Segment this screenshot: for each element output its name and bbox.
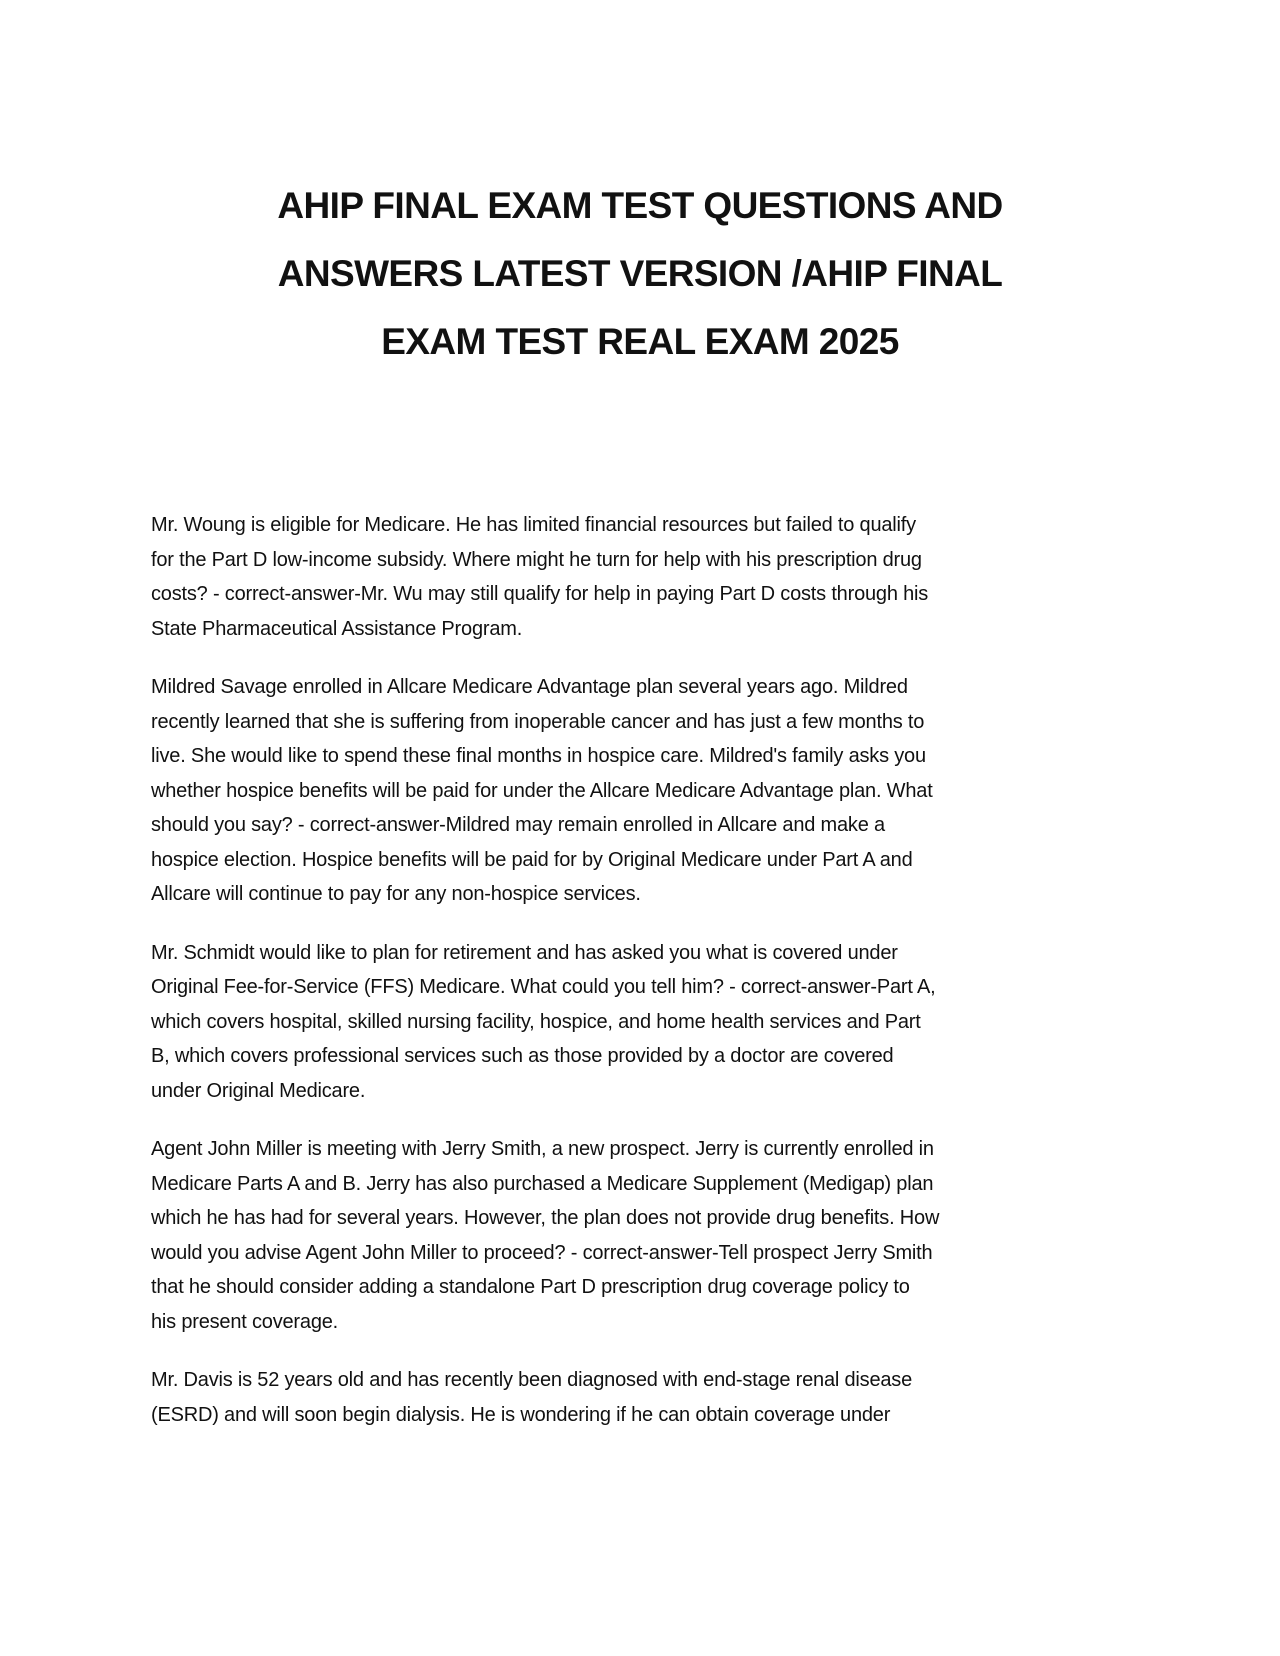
document-body xyxy=(151,508,1091,1456)
title-line: EXAM TEST REAL EXAM 2025 xyxy=(381,321,899,362)
text-line: would you advise Agent John Miller to proceed? - correct-answer-Tell prospect Jerry Smith xyxy=(151,1241,933,1264)
text-line: Allcare will continue to pay for any non-hospice services. xyxy=(151,883,641,905)
text-line: Agent John Miller is meeting with Jerry Smith, a new prospect. Jerry is currently enrolled in xyxy=(151,1138,934,1160)
text-line: that he should consider adding a standalone Part D prescription drug coverage policy to xyxy=(151,1276,910,1298)
title-line: AHIP FINAL EXAM TEST QUESTIONS AND xyxy=(277,185,1003,226)
qa-paragraph xyxy=(151,670,1091,912)
text-line: should you say? - correct-answer-Mildred may remain enrolled in Allcare and make a xyxy=(151,814,885,836)
qa-paragraph xyxy=(151,1132,1091,1339)
text-line: Mr. Davis is 52 years old and has recently been diagnosed with end-stage renal disease xyxy=(151,1369,913,1391)
title-line: ANSWERS LATEST VERSION /AHIP FINAL xyxy=(277,253,1003,294)
text-line: recently learned that she is suffering from inoperable cancer and has just a few months to xyxy=(151,710,925,733)
text-line: Original Fee-for-Service (FFS) Medicare. What could you tell him? - correct-answer-Part A, xyxy=(151,976,936,998)
text-line: for the Part D low-income subsidy. Where might he turn for help with his prescription drug xyxy=(151,548,922,571)
text-line: (ESRD) and will soon begin dialysis. He is wondering if he can obtain coverage under xyxy=(151,1403,891,1426)
qa-paragraph xyxy=(151,508,1091,646)
qa-paragraph xyxy=(151,1363,1091,1432)
text-line: whether hospice benefits will be paid for under the Allcare Medicare Advantage plan. What xyxy=(151,779,933,802)
text-line: hospice election. Hospice benefits will be paid for by Original Medicare under Part A and xyxy=(151,848,913,871)
document-title xyxy=(0,172,1280,376)
text-line: costs? - correct-answer-Mr. Wu may still qualify for help in paying Part D costs through his xyxy=(151,583,929,605)
text-line: Mr. Woung is eligible for Medicare. He has limited financial resources but failed to qualify xyxy=(151,514,916,536)
text-line: Mr. Schmidt would like to plan for retirement and has asked you what is covered under xyxy=(151,941,898,964)
qa-paragraph xyxy=(151,936,1091,1109)
text-line: live. She would like to spend these final months in hospice care. Mildred's family asks you xyxy=(151,745,926,767)
text-line: Mildred Savage enrolled in Allcare Medicare Advantage plan several years ago. Mildred xyxy=(151,676,908,698)
text-line: under Original Medicare. xyxy=(151,1079,366,1102)
text-line: which he has had for several years. However, the plan does not provide drug benefits. How xyxy=(151,1207,940,1229)
text-line: State Pharmaceutical Assistance Program. xyxy=(151,617,523,640)
text-line: Medicare Parts A and B. Jerry has also purchased a Medicare Supplement (Medigap) plan xyxy=(151,1172,934,1195)
text-line: which covers hospital, skilled nursing facility, hospice, and home health services and Part xyxy=(151,1010,921,1033)
text-line: his present coverage. xyxy=(151,1310,339,1333)
text-line: B, which covers professional services such as those provided by a doctor are covered xyxy=(151,1045,894,1067)
